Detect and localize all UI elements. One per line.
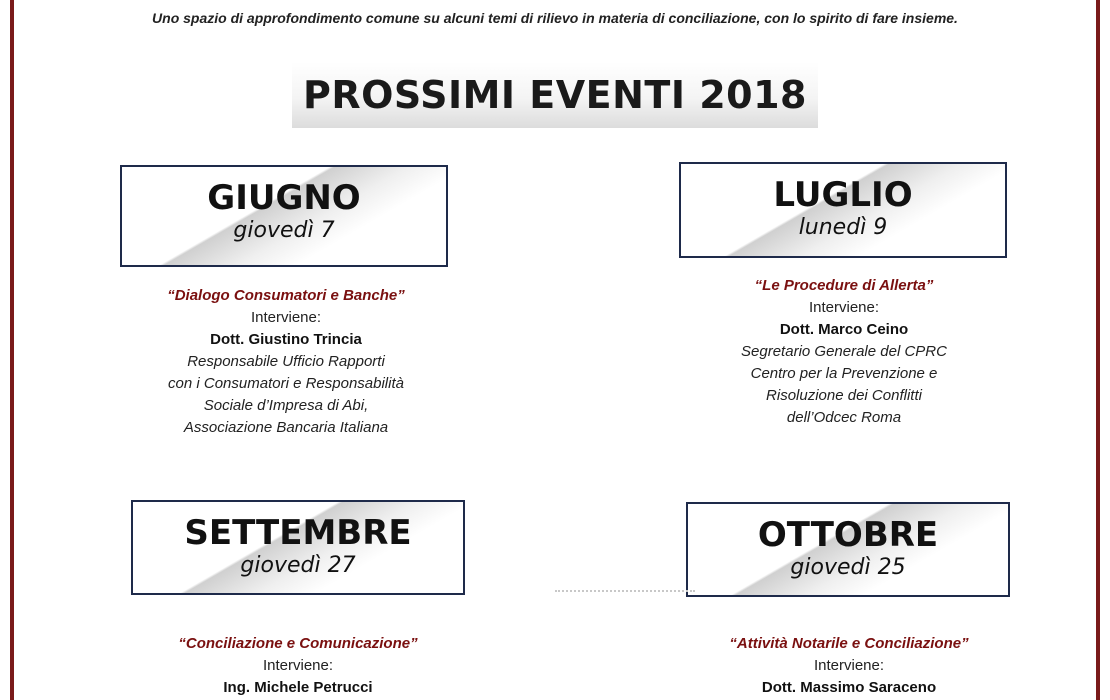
event-role-line: con i Consumatori e Responsabilità: [168, 375, 404, 392]
events-banner: [292, 62, 818, 128]
event-label: Interviene:: [813, 657, 885, 674]
event-title: “Attività Notarile e Conciliazione”: [729, 635, 969, 652]
event-settembre: [128, 633, 468, 699]
event-role-line: Responsabile Ufficio Rapporti: [187, 353, 385, 370]
event-speaker: Dott. Giustino Trincia: [210, 331, 362, 348]
month-name: SETTEMBRE: [184, 513, 412, 553]
month-box-ottobre: [686, 502, 1010, 597]
event-role-line: Centro per la Prevenzione e: [750, 365, 938, 382]
month-name: GIUGNO: [207, 178, 361, 218]
month-box-luglio: [679, 162, 1007, 258]
event-speaker: Ing. Michele Petrucci: [223, 679, 373, 696]
event-label: Interviene:: [250, 309, 322, 326]
event-speaker: Dott. Massimo Saraceno: [761, 679, 937, 696]
event-role-line: Segretario Generale del CPRC: [741, 343, 947, 360]
month-day: giovedì 27: [240, 553, 356, 578]
event-role-line: Sociale d’Impresa di Abi,: [203, 397, 369, 414]
left-border: [10, 0, 14, 700]
event-role-line: dell’Odcec Roma: [786, 409, 902, 426]
event-title: “Dialogo Consumatori e Banche”: [167, 287, 405, 304]
event-giugno: [116, 285, 456, 439]
event-label: Interviene:: [808, 299, 880, 316]
month-day: lunedì 9: [798, 215, 888, 240]
banner-title: PROSSIMI EVENTI 2018: [303, 73, 807, 117]
month-day: giovedì 25: [790, 555, 906, 580]
event-title: “Le Procedure di Allerta”: [754, 277, 934, 294]
month-name: LUGLIO: [773, 175, 913, 215]
right-border: [1096, 0, 1100, 700]
event-luglio: [674, 275, 1014, 429]
month-name: OTTOBRE: [757, 515, 939, 555]
event-speaker: Dott. Marco Ceino: [779, 321, 909, 338]
month-box-giugno: [120, 165, 448, 267]
intro-subtitle: Uno spazio di approfondimento comune su alcuni temi di rilievo in materia di conciliazione, con lo spirito di fare insieme.: [152, 10, 958, 26]
month-box-settembre: [131, 500, 465, 595]
month-day: giovedì 7: [233, 218, 335, 243]
dotted-divider: [555, 590, 695, 592]
event-role-line: Risoluzione dei Conflitti: [766, 387, 922, 404]
event-ottobre: [679, 633, 1019, 699]
event-role-line: Associazione Bancaria Italiana: [183, 419, 389, 436]
event-label: Interviene:: [262, 657, 334, 674]
event-title: “Conciliazione e Comunicazione”: [178, 635, 418, 652]
